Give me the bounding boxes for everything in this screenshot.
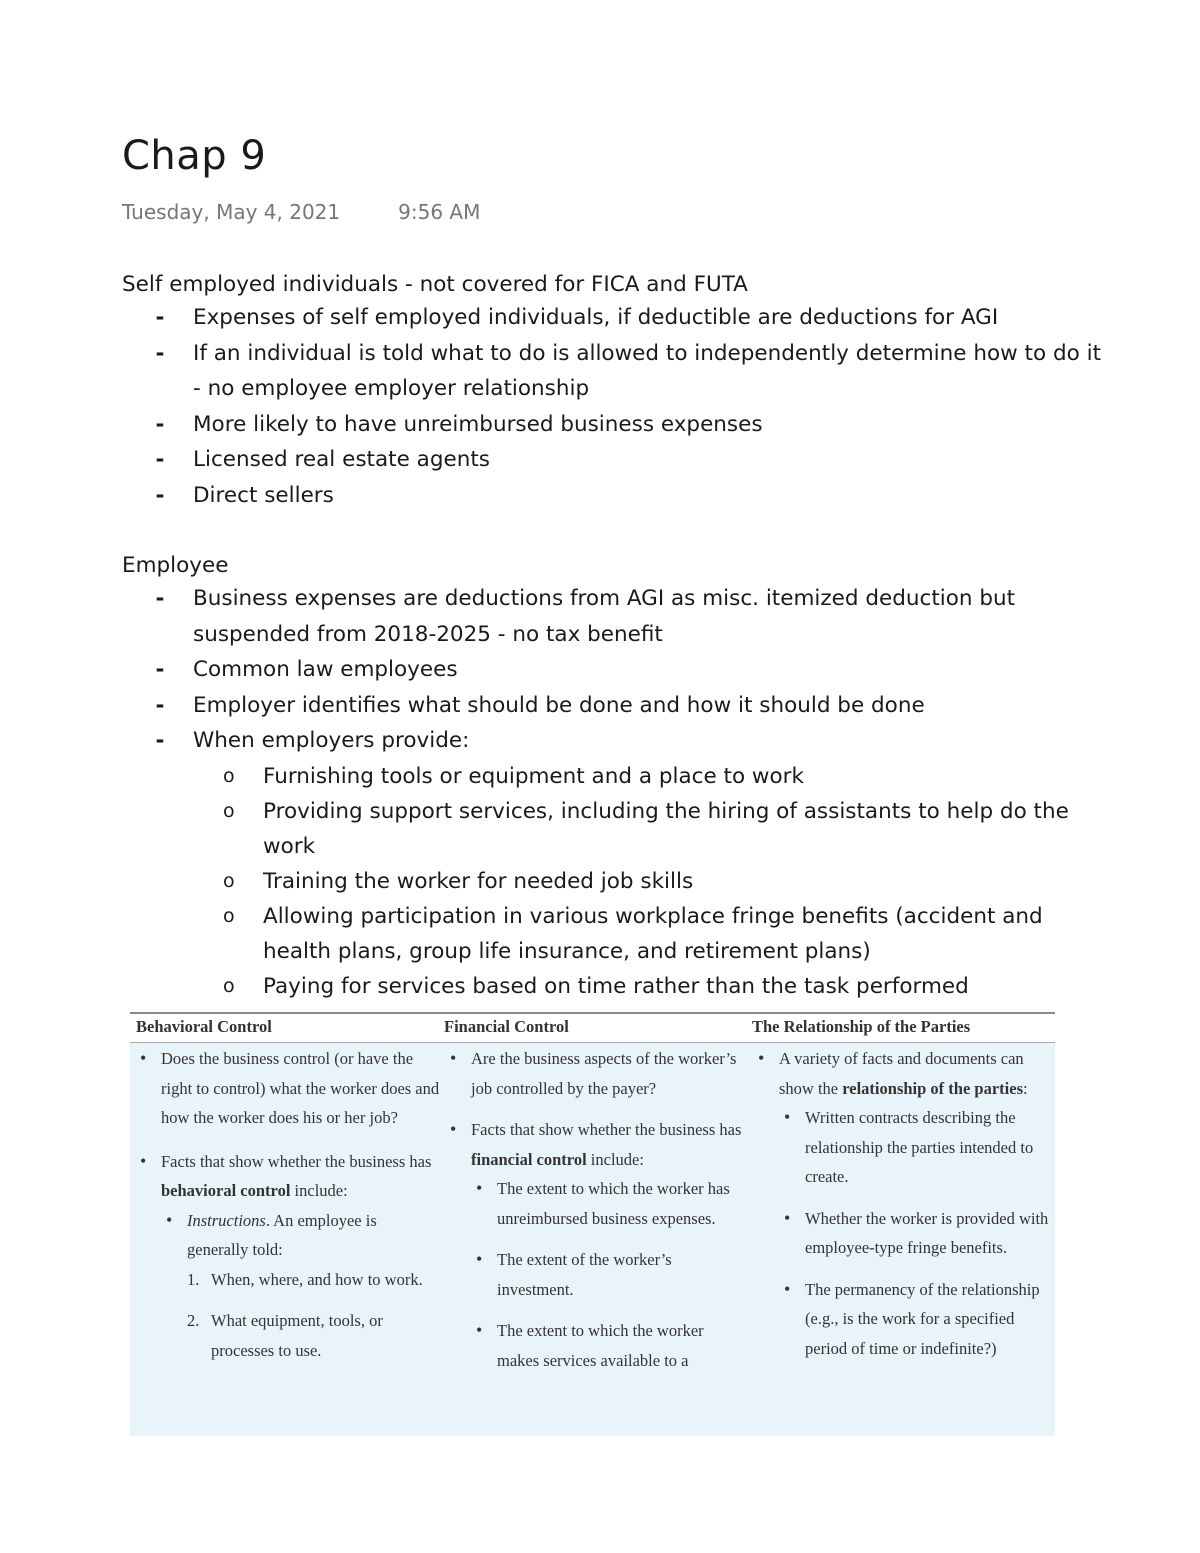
table-bullet: • Does the business control (or have the right to control) what the worker does and how the worker does his or her job? xyxy=(130,1044,440,1133)
list-item: - Expenses of self employed individuals, if deductible are deductions for AGI xyxy=(122,300,1102,336)
table-column-behavioral xyxy=(130,1043,440,1436)
circle-bullet-icon: o xyxy=(223,869,235,892)
employee-heading: Employee xyxy=(122,553,229,578)
table-bullet: • A variety of facts and documents can show the relationship of the parties: xyxy=(748,1044,1055,1103)
dash-bullet-icon xyxy=(154,478,166,514)
sub-list-item: o Allowing participation in various workplace fringe benefits (accident and health plans, group life insurance, and retirement plans) xyxy=(193,899,1102,969)
circle-bullet-icon: o xyxy=(223,764,235,787)
table-bullet: • Facts that show whether the business has behavioral control include: xyxy=(130,1147,440,1206)
dash-bullet-icon xyxy=(154,407,166,443)
table-bullet: • Are the business aspects of the worker’s job controlled by the payer? xyxy=(440,1044,748,1103)
page-title: Chap 9 xyxy=(122,133,267,179)
table-numbered-item: 2. What equipment, tools, or processes to use. xyxy=(187,1311,383,1360)
sub-list-item: o Training the worker for needed job skills xyxy=(193,864,1102,899)
page-time: 9:56 AM xyxy=(398,200,481,224)
table-sub-bullet: • Instructions. An employee is generally told: xyxy=(130,1206,440,1265)
list-item: - Licensed real estate agents xyxy=(122,442,1102,478)
list-item: - When employers provide: o Furnishing tools or equipment and a place to work o Providing support services, including the hiring of assistants to help do the work o Training the worker for needed job skills o Allowing participation in various workplace fringe benefits (accident and health plans, group life insurance, and retirement plans) o Paying for services based on time rather than the task performed xyxy=(122,723,1102,1004)
table-header-behavioral: Behavioral Control xyxy=(136,1017,272,1036)
table-sub-bullet: • Whether the worker is provided with employee-type fringe benefits. xyxy=(748,1204,1055,1263)
list-item: - Direct sellers xyxy=(122,478,1102,514)
table-sub-bullet: • The extent to which the worker makes services available to a xyxy=(440,1316,748,1375)
table-sub-bullet: • Written contracts describing the relationship the parties intended to create. xyxy=(748,1103,1055,1192)
list-item: - If an individual is told what to do is allowed to independently determine how to do it - no employee employer relationship xyxy=(122,336,1102,407)
table-column-relationship xyxy=(748,1043,1055,1436)
worker-classification-table xyxy=(130,1012,1055,1436)
sub-list-item: o Furnishing tools or equipment and a place to work xyxy=(193,759,1102,794)
dash-bullet-icon xyxy=(154,652,166,688)
employee-list xyxy=(122,581,1102,1004)
sub-list-item: o Paying for services based on time rather than the task performed xyxy=(193,969,1102,1004)
dash-bullet-icon xyxy=(154,581,166,617)
circle-bullet-icon: o xyxy=(223,904,235,927)
table-header xyxy=(130,1012,1055,1043)
table-header-relationship: The Relationship of the Parties xyxy=(752,1017,971,1036)
circle-bullet-icon: o xyxy=(223,974,235,997)
dash-bullet-icon xyxy=(154,723,166,759)
table-sub-bullet: • The extent to which the worker has unreimbursed business expenses. xyxy=(440,1174,748,1233)
page-timestamp xyxy=(122,200,480,224)
dash-bullet-icon xyxy=(154,336,166,372)
list-item: - Business expenses are deductions from AGI as misc. itemized deduction but suspended from 2018-2025 - no tax benefit xyxy=(122,581,1102,652)
page-date: Tuesday, May 4, 2021 xyxy=(122,200,341,224)
self-employed-heading: Self employed individuals - not covered for FICA and FUTA xyxy=(122,272,748,297)
table-numbered-item: 1. When, where, and how to work. xyxy=(187,1269,423,1289)
dash-bullet-icon xyxy=(154,688,166,724)
circle-bullet-icon: o xyxy=(223,799,235,822)
table-body xyxy=(130,1043,1055,1436)
table-bullet: • Facts that show whether the business has financial control include: xyxy=(440,1115,748,1174)
table-column-financial xyxy=(440,1043,748,1436)
table-sub-bullet: • The extent of the worker’s investment. xyxy=(440,1245,748,1304)
dash-bullet-icon xyxy=(154,300,166,336)
table-sub-bullet: • The permanency of the relationship (e.g., is the work for a specified period of time or indefinite?) xyxy=(748,1275,1055,1364)
list-item: - Employer identifies what should be done and how it should be done xyxy=(122,688,1102,724)
list-item: - More likely to have unreimbursed business expenses xyxy=(122,407,1102,443)
dash-bullet-icon xyxy=(154,442,166,478)
table-header-financial: Financial Control xyxy=(444,1017,569,1036)
sub-list-item: o Providing support services, including the hiring of assistants to help do the work xyxy=(193,794,1102,864)
list-item: - Common law employees xyxy=(122,652,1102,688)
employer-provides-list xyxy=(193,759,1102,1004)
self-employed-list xyxy=(122,300,1102,513)
